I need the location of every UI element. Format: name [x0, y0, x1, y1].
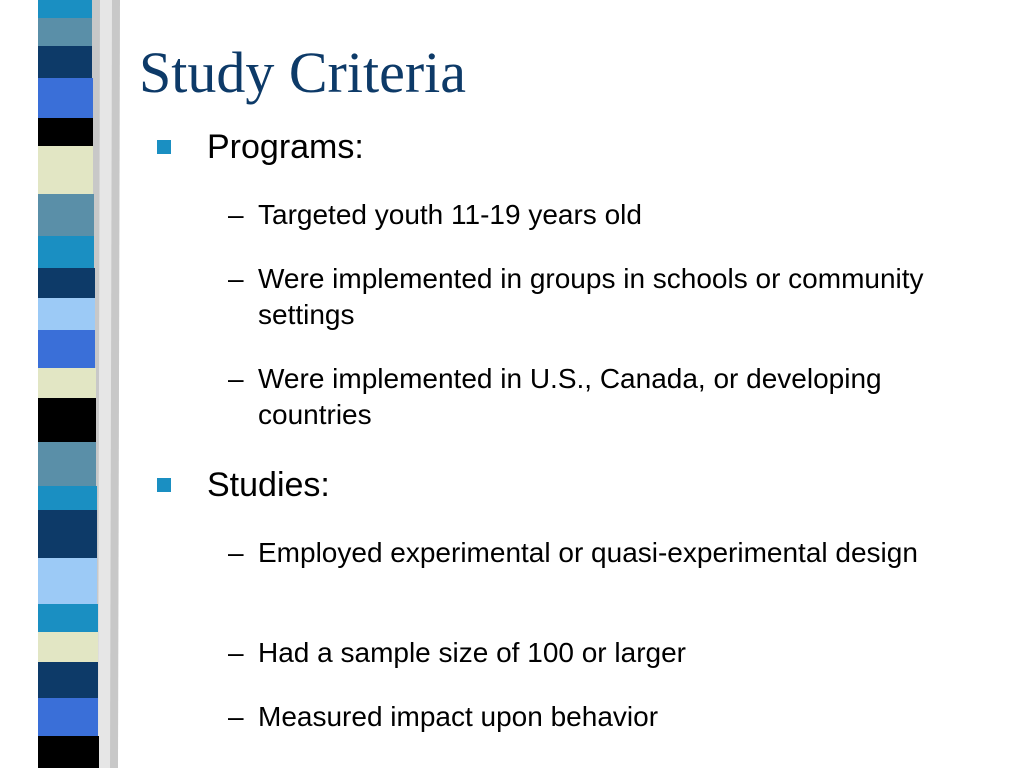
sub-bullet-text: Measured impact upon behavior	[258, 701, 659, 732]
dash-bullet-icon: –	[228, 263, 244, 294]
dash-bullet-icon: –	[228, 363, 244, 394]
slide-title: Study Criteria	[139, 40, 467, 105]
dash-bullet-icon: –	[228, 199, 244, 230]
dash-bullet-icon: –	[228, 637, 244, 668]
dash-bullet-icon: –	[228, 701, 244, 732]
square-bullet-icon	[157, 140, 171, 154]
sub-bullet-text: Employed experimental or quasi-experimental design	[258, 537, 918, 568]
dash-bullet-icon: –	[228, 537, 244, 568]
square-bullet-icon	[157, 478, 171, 492]
decorative-stripe-bar	[0, 0, 130, 768]
bullet-heading: Studies:	[207, 466, 330, 504]
sub-bullet-text: Were implemented in U.S., Canada, or developing countries	[258, 363, 882, 430]
bullet-heading: Programs:	[207, 128, 364, 166]
sub-bullet-text: Targeted youth 11-19 years old	[258, 199, 642, 230]
sub-bullet-text: Had a sample size of 100 or larger	[258, 637, 686, 668]
sub-bullet-text: Were implemented in groups in schools or community settings	[258, 263, 924, 330]
